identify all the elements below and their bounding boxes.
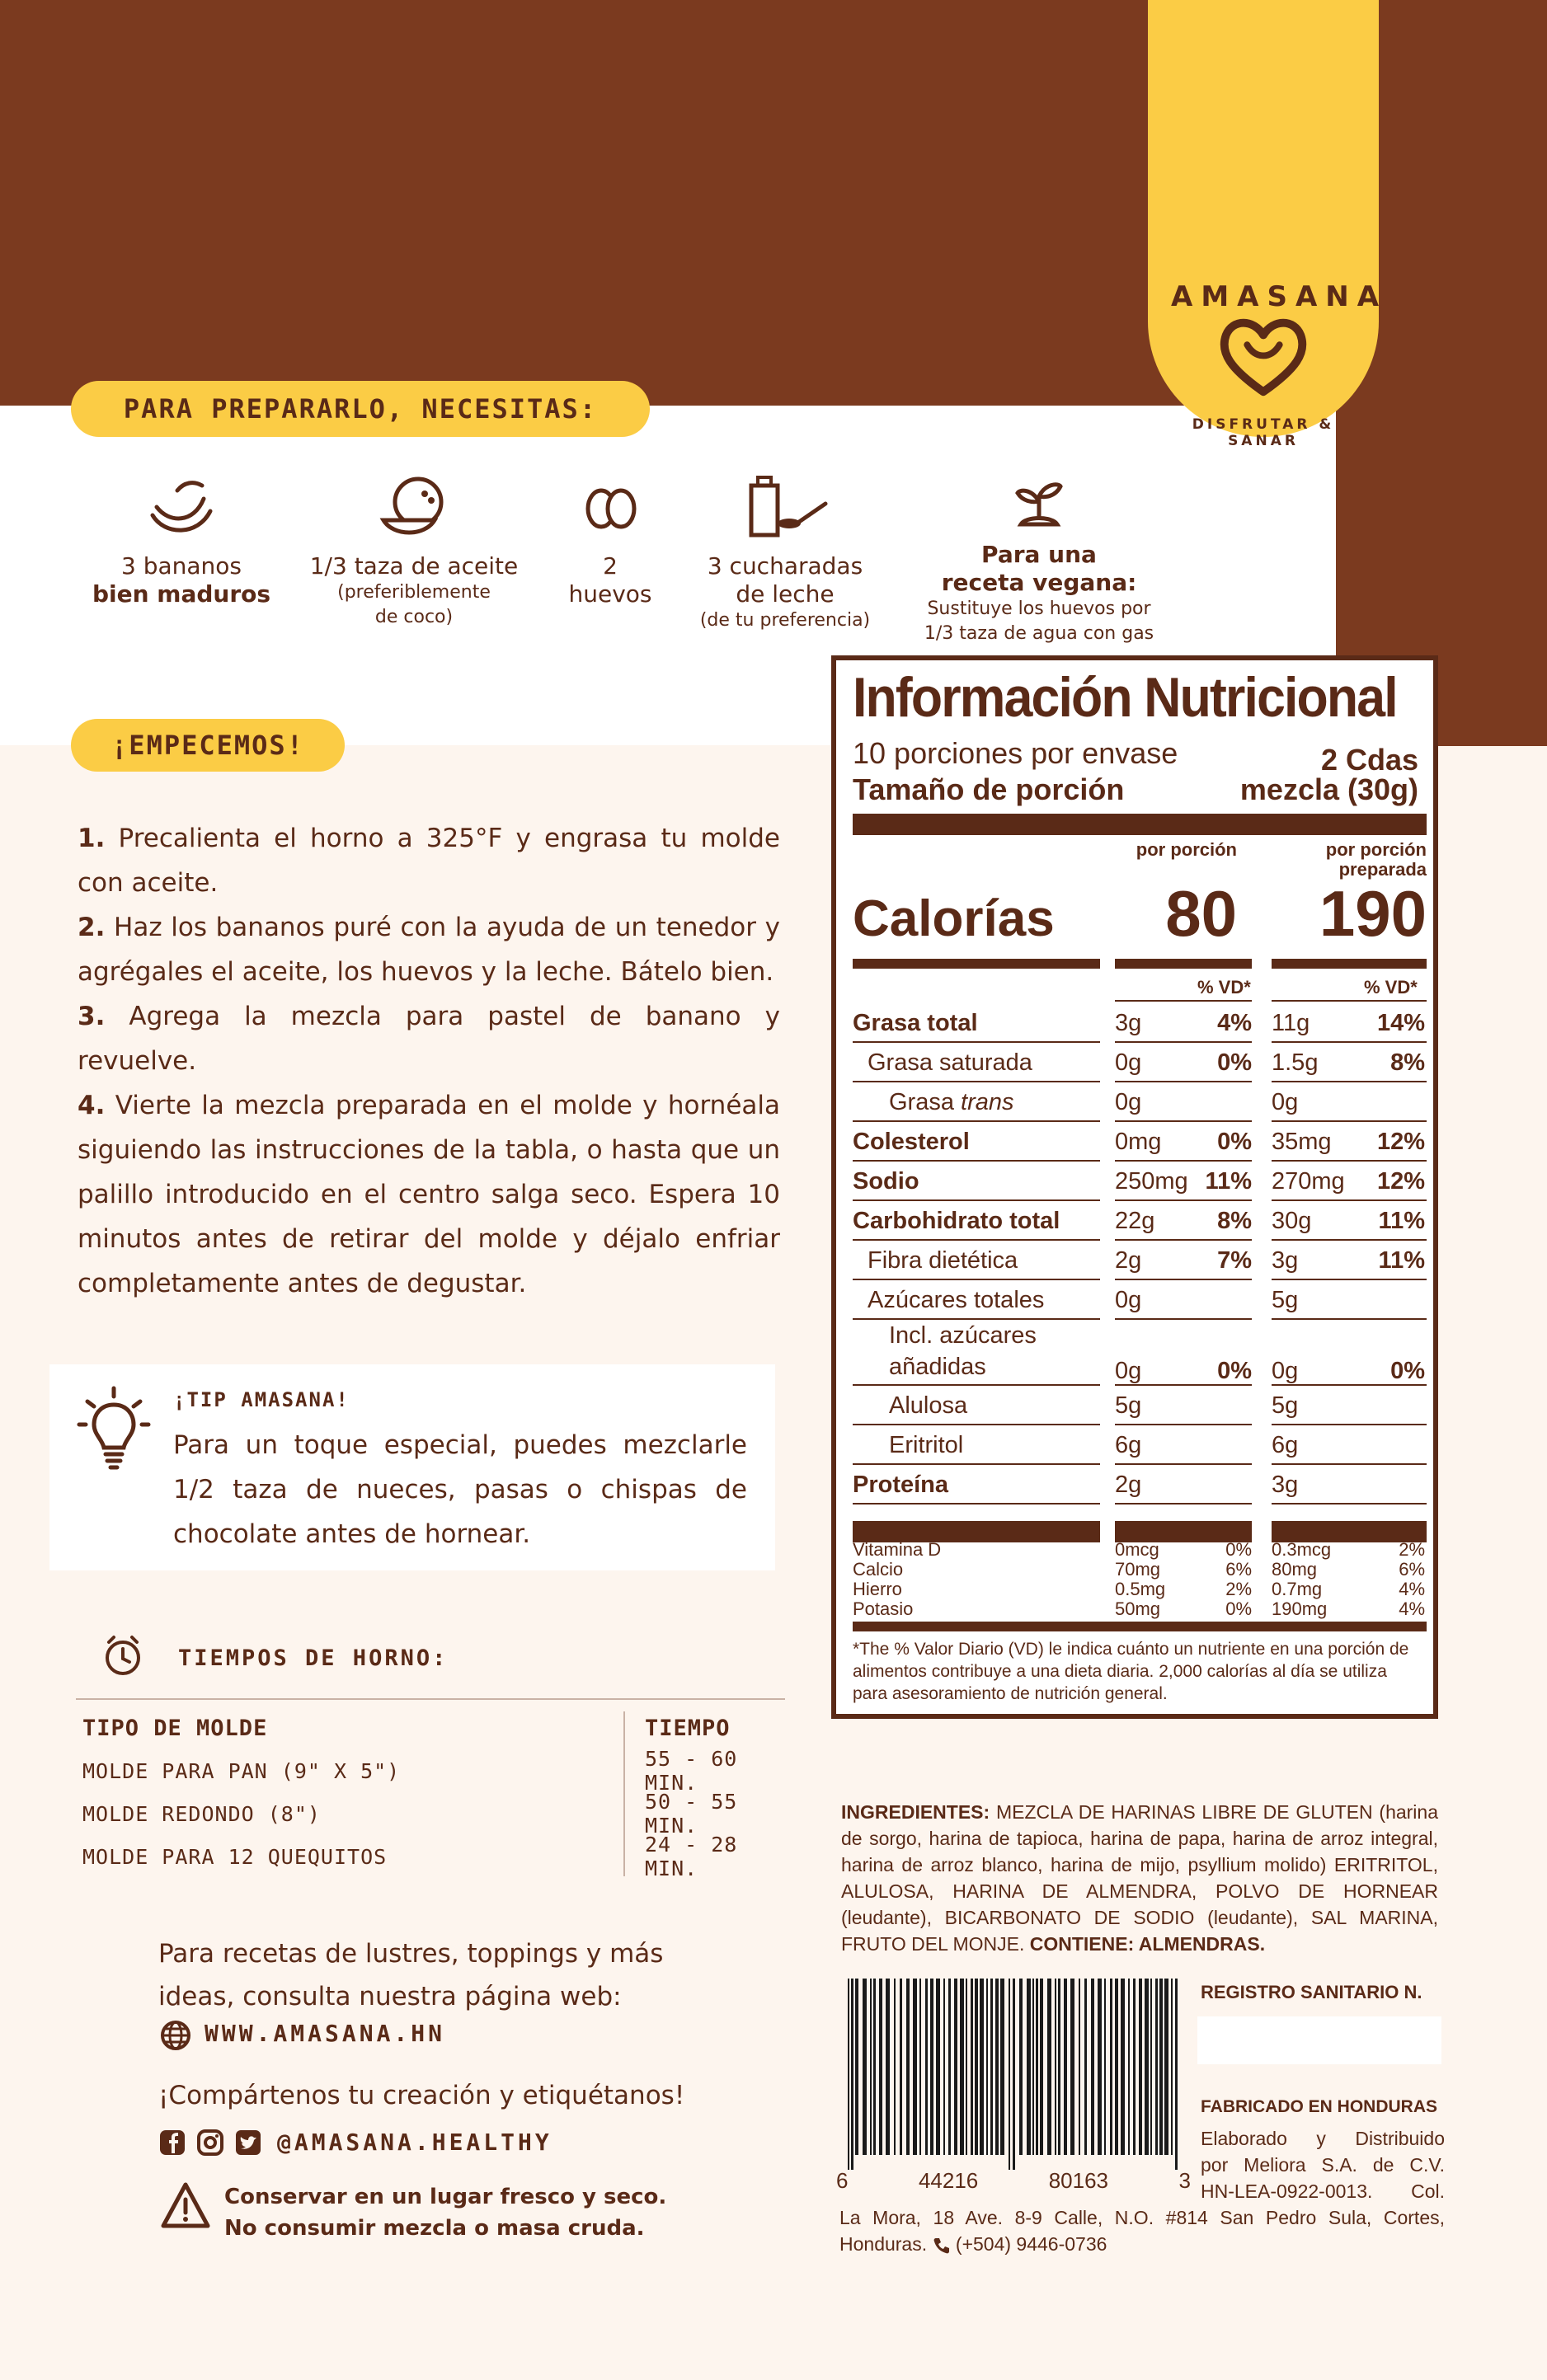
- nutrient-label: Grasa saturada: [868, 1049, 1032, 1076]
- website-link[interactable]: WWW.AMASANA.HN: [205, 2020, 446, 2047]
- oven-table: [82, 1706, 785, 1878]
- nutrient-value: 0.3mcg: [1272, 1539, 1332, 1560]
- nutrient-value: 11g: [1272, 1010, 1310, 1036]
- oven-title: TIEMPOS DE HORNO:: [178, 1645, 449, 1671]
- nutrient-value: 8%: [1217, 1208, 1252, 1234]
- nutrient-label: Alulosa: [889, 1392, 968, 1419]
- nutrient-value: 0%: [1217, 1129, 1252, 1155]
- milk-spoon-icon: [740, 474, 830, 540]
- table-row: [853, 1003, 1427, 1043]
- nutrient-value: 270mg: [1272, 1168, 1345, 1195]
- table-row: [853, 1241, 1427, 1280]
- nutrient-value: 0%: [1390, 1358, 1425, 1384]
- vd-header-2: % VD*: [1364, 977, 1418, 998]
- nutrition-title: Información Nutricional: [853, 666, 1397, 729]
- manufacturer-info: Elaborado y Distribuido por Meliora S.A. de C.V. HN-LEA-0922-0013. Col. La Mora, 18 Ave. 8-9 Calle, N.O. #814 San Pedro Sula, Cortes, Honduras. (+504) 9446-0736: [839, 2128, 1445, 2255]
- nutrient-value: 0%: [1217, 1358, 1252, 1384]
- nutrient-value: 11%: [1205, 1168, 1252, 1195]
- nutrient-label: Sodio: [853, 1168, 919, 1195]
- instagram-icon[interactable]: [196, 2129, 224, 2157]
- nutrient-value: 14%: [1376, 1010, 1425, 1036]
- logo-text: AMASANA: [1171, 280, 1388, 313]
- servings-per-container: 10 porciones por envase: [853, 736, 1178, 770]
- nutrient-value: 4%: [1399, 1598, 1425, 1619]
- nutrient-value: 1.5g: [1272, 1049, 1319, 1076]
- nutrient-value: 0g: [1115, 1089, 1142, 1115]
- need-item-vegan: Para una receta vegana: Sustituye los huevos por 1/3 taza de agua con gas: [915, 470, 1163, 646]
- nutrient-value: 6g: [1115, 1432, 1142, 1458]
- nutrient-value: 11%: [1378, 1208, 1425, 1234]
- globe-icon: [160, 2020, 191, 2051]
- step-4: 4. Vierte la mezcla preparada en el molde y hornéala siguiendo las instrucciones de la tabla, o hasta que un palillo introducido en el centro salga seco. Espera 10 minutos antes de retirar del molde y déjalo enfriar completamente antes de degustar.: [78, 1091, 780, 1298]
- warning-icon: [160, 2181, 211, 2229]
- nutrient-label: Calcio: [853, 1559, 904, 1580]
- serving-amount: 2 Cdas: [1320, 743, 1418, 777]
- need-item-oil: 1/3 taza de aceite (preferiblemente de coco): [299, 470, 529, 630]
- thick-divider: [1272, 959, 1427, 969]
- web-text: Para recetas de lustres, toppings y más ideas, consulta nuestra página web:: [158, 1939, 664, 2011]
- registry-box: [1197, 2016, 1441, 2064]
- tip-title: ¡TIP AMASANA!: [173, 1388, 350, 1411]
- nutrient-value: 0mcg: [1115, 1539, 1159, 1560]
- prep-title: PARA PREPARARLO, NECESITAS:: [71, 381, 650, 437]
- nutrient-label: Grasa total: [853, 1010, 978, 1036]
- nutrient-value: 5g: [1272, 1392, 1299, 1419]
- vd-header-1: % VD*: [1197, 977, 1251, 998]
- nutrient-value: 12%: [1376, 1129, 1425, 1155]
- table-row: [853, 1539, 1427, 1559]
- plant-icon: [1006, 472, 1072, 534]
- nutrient-label: Incl. azúcares añadidas: [889, 1322, 1037, 1380]
- nutrient-value: 250mg: [1115, 1168, 1188, 1195]
- table-row: [853, 1579, 1427, 1598]
- social-handle[interactable]: @AMASANA.HEALTHY: [277, 2129, 552, 2156]
- nutrient-value: 11%: [1378, 1247, 1425, 1274]
- storage-warning: Conservar en un lugar fresco y seco. No consumir mezcla o masa cruda.: [224, 2185, 667, 2241]
- twitter-icon[interactable]: [234, 2129, 262, 2157]
- nutrient-value: 0mg: [1115, 1129, 1162, 1155]
- start-title: ¡EMPECEMOS!: [71, 719, 345, 772]
- nutrient-label: Eritritol: [889, 1432, 964, 1458]
- tip-text: Para un toque especial, puedes mezclarle 1/2 taza de nueces, pasas o chispas de chocolate antes de hornear.: [173, 1430, 747, 1549]
- nutrient-value: 4%: [1217, 1010, 1252, 1036]
- nutrient-value: 0g: [1272, 1089, 1299, 1115]
- banana-icon: [144, 474, 219, 540]
- nutrient-value: 0%: [1225, 1539, 1252, 1560]
- table-row: MOLDE REDONDO (8") 50 - 55 MIN.: [82, 1790, 738, 1838]
- nutrient-label: Colesterol: [853, 1129, 970, 1155]
- nutrient-value: 6%: [1225, 1559, 1252, 1580]
- nutrient-label: Proteína: [853, 1472, 949, 1498]
- table-row: [853, 1280, 1427, 1320]
- table-row: [853, 1201, 1427, 1241]
- nutrient-value: 190mg: [1272, 1598, 1328, 1619]
- serving-size-value: mezcla (30g): [1239, 772, 1418, 806]
- calories-prepared: 190: [1319, 877, 1427, 950]
- nutrient-value: 2g: [1115, 1472, 1142, 1498]
- nutrient-value: 22g: [1115, 1208, 1155, 1234]
- nutrient-value: 3g: [1115, 1010, 1142, 1036]
- phone-icon: [933, 2237, 951, 2255]
- registry-title: REGISTRO SANITARIO N.: [1201, 1982, 1422, 2002]
- nutrient-value: 4%: [1399, 1579, 1425, 1599]
- logo-tagline: DISFRUTAR & SANAR: [1192, 416, 1335, 449]
- nutrient-value: 5g: [1272, 1287, 1299, 1313]
- oven-header-row: TIPO DE MOLDE TIEMPO: [82, 1715, 731, 1741]
- calories-per-serving: 80: [1165, 877, 1237, 950]
- nutrient-label: Hierro: [853, 1579, 902, 1599]
- table-row: [853, 1162, 1427, 1201]
- nutrient-label: Fibra dietética: [868, 1247, 1018, 1274]
- nutrient-value: 0g: [1115, 1358, 1142, 1384]
- nutrient-value: 0%: [1225, 1598, 1252, 1619]
- step-1: 1. Precalienta el horno a 325°F y engrasa tu molde con aceite.: [78, 824, 780, 898]
- nutrient-value: 80mg: [1272, 1559, 1318, 1580]
- nutrient-value: 50mg: [1115, 1598, 1161, 1619]
- calories-label: Calorías: [853, 890, 1055, 947]
- nutrition-facts-panel: [831, 655, 1438, 1719]
- nutrient-value: 5g: [1115, 1392, 1142, 1419]
- nutrient-value: 8%: [1390, 1049, 1425, 1076]
- table-row: [853, 1559, 1427, 1579]
- nutrient-label: Grasa trans: [889, 1089, 1014, 1115]
- nutrient-label: Carbohidrato total: [853, 1208, 1060, 1234]
- heart-logo-icon: [1215, 312, 1312, 399]
- made-in-title: FABRICADO EN HONDURAS: [1201, 2097, 1438, 2116]
- nutrient-label: Azúcares totales: [868, 1287, 1045, 1313]
- thin-divider: [1115, 1000, 1252, 1002]
- table-row: MOLDE PARA PAN (9" X 5") 55 - 60 MIN.: [82, 1747, 738, 1795]
- step-3: 3. Agrega la mezcla para pastel de banano y revuelve.: [78, 1002, 781, 1076]
- barcode-digits: 6 44216 80163 3: [836, 2168, 1191, 2193]
- thick-divider: [853, 959, 1100, 969]
- table-row: [853, 1465, 1427, 1505]
- coconut-oil-icon: [377, 474, 451, 540]
- nutrient-label: Potasio: [853, 1598, 914, 1619]
- nutrient-value: 2g: [1115, 1247, 1142, 1274]
- column-per-serving: por porción: [1136, 839, 1237, 860]
- nutrient-value: 0.5mg: [1115, 1579, 1166, 1599]
- nutrient-value: 0g: [1115, 1287, 1142, 1313]
- serving-size-label: Tamaño de porción: [853, 772, 1125, 806]
- facebook-icon[interactable]: [158, 2129, 186, 2157]
- table-row: [853, 1425, 1427, 1465]
- thick-divider: [853, 1622, 1427, 1631]
- daily-value-footnote: *The % Valor Diario (VD) le indica cuánto un nutriente en una porción de alimentos contribuye a una dieta diaria. 2,000 calorías al día se utiliza para asesoramiento de nutrición general.: [853, 1640, 1409, 1703]
- nutrient-value: 2%: [1399, 1539, 1425, 1560]
- ingredients-text: INGREDIENTES: MEZCLA DE HARINAS LIBRE DE GLUTEN (harina de sorgo, harina de tapioca, harina de papa, harina de arroz integral, harina de arroz blanco, harina de mijo, psyllium molido) ERITRITOL, ALULOSA, HARINA DE ALMENDRA, POLVO DE HORNEAR (leudante), BICARBONATO DE SODIO (leudante), SAL MARINA, FRUTO DEL MONJE. CONTIENE: ALMENDRAS.: [841, 1801, 1439, 1955]
- need-item-eggs: 2 huevos: [554, 470, 666, 608]
- table-row: [853, 1043, 1427, 1082]
- nutrient-value: 12%: [1376, 1168, 1425, 1195]
- nutrient-value: 2%: [1225, 1579, 1252, 1599]
- nutrient-value: 3g: [1272, 1247, 1299, 1274]
- column-per-prepared: por porción preparada: [1325, 839, 1427, 880]
- nutrient-value: 0%: [1217, 1049, 1252, 1076]
- nutrient-label: Vitamina D: [853, 1539, 942, 1560]
- nutrient-value: 35mg: [1272, 1129, 1332, 1155]
- thin-divider: [1272, 1000, 1427, 1002]
- table-row: [853, 1320, 1427, 1386]
- nutrient-value: 70mg: [1115, 1559, 1161, 1580]
- nutrient-value: 7%: [1217, 1247, 1252, 1274]
- clock-icon: [102, 1634, 143, 1677]
- steps-list: [78, 816, 780, 1306]
- table-row: [853, 1122, 1427, 1162]
- nutrient-value: 0g: [1272, 1358, 1299, 1384]
- nutrient-value: 3g: [1272, 1472, 1299, 1498]
- thick-divider: [1115, 959, 1252, 969]
- nutrient-value: 0g: [1115, 1049, 1142, 1076]
- nutrient-value: 6g: [1272, 1432, 1299, 1458]
- table-row: [853, 1386, 1427, 1425]
- nutrient-value: 6%: [1399, 1559, 1425, 1580]
- table-row: MOLDE PARA 12 QUEQUITOS 24 - 28 MIN.: [82, 1833, 738, 1880]
- need-item-bananas: 3 bananos bien maduros: [91, 470, 272, 608]
- nutrient-value: 30g: [1272, 1208, 1312, 1234]
- table-row: [853, 1082, 1427, 1122]
- eggs-icon: [581, 482, 639, 532]
- need-item-milk: 3 cucharadas de leche (de tu preferencia): [686, 470, 884, 633]
- table-row: [853, 1598, 1427, 1618]
- step-2: 2. Haz los bananos puré con la ayuda de un tenedor y agrégales el aceite, los huevos y la leche. Bátelo bien.: [78, 913, 780, 987]
- thick-divider: [853, 814, 1427, 835]
- oven-top-line: [76, 1698, 785, 1700]
- share-text: ¡Compártenos tu creación y etiquétanos!: [158, 2081, 685, 2110]
- nutrient-value: 0.7mg: [1272, 1579, 1323, 1599]
- lightbulb-icon: [76, 1385, 152, 1474]
